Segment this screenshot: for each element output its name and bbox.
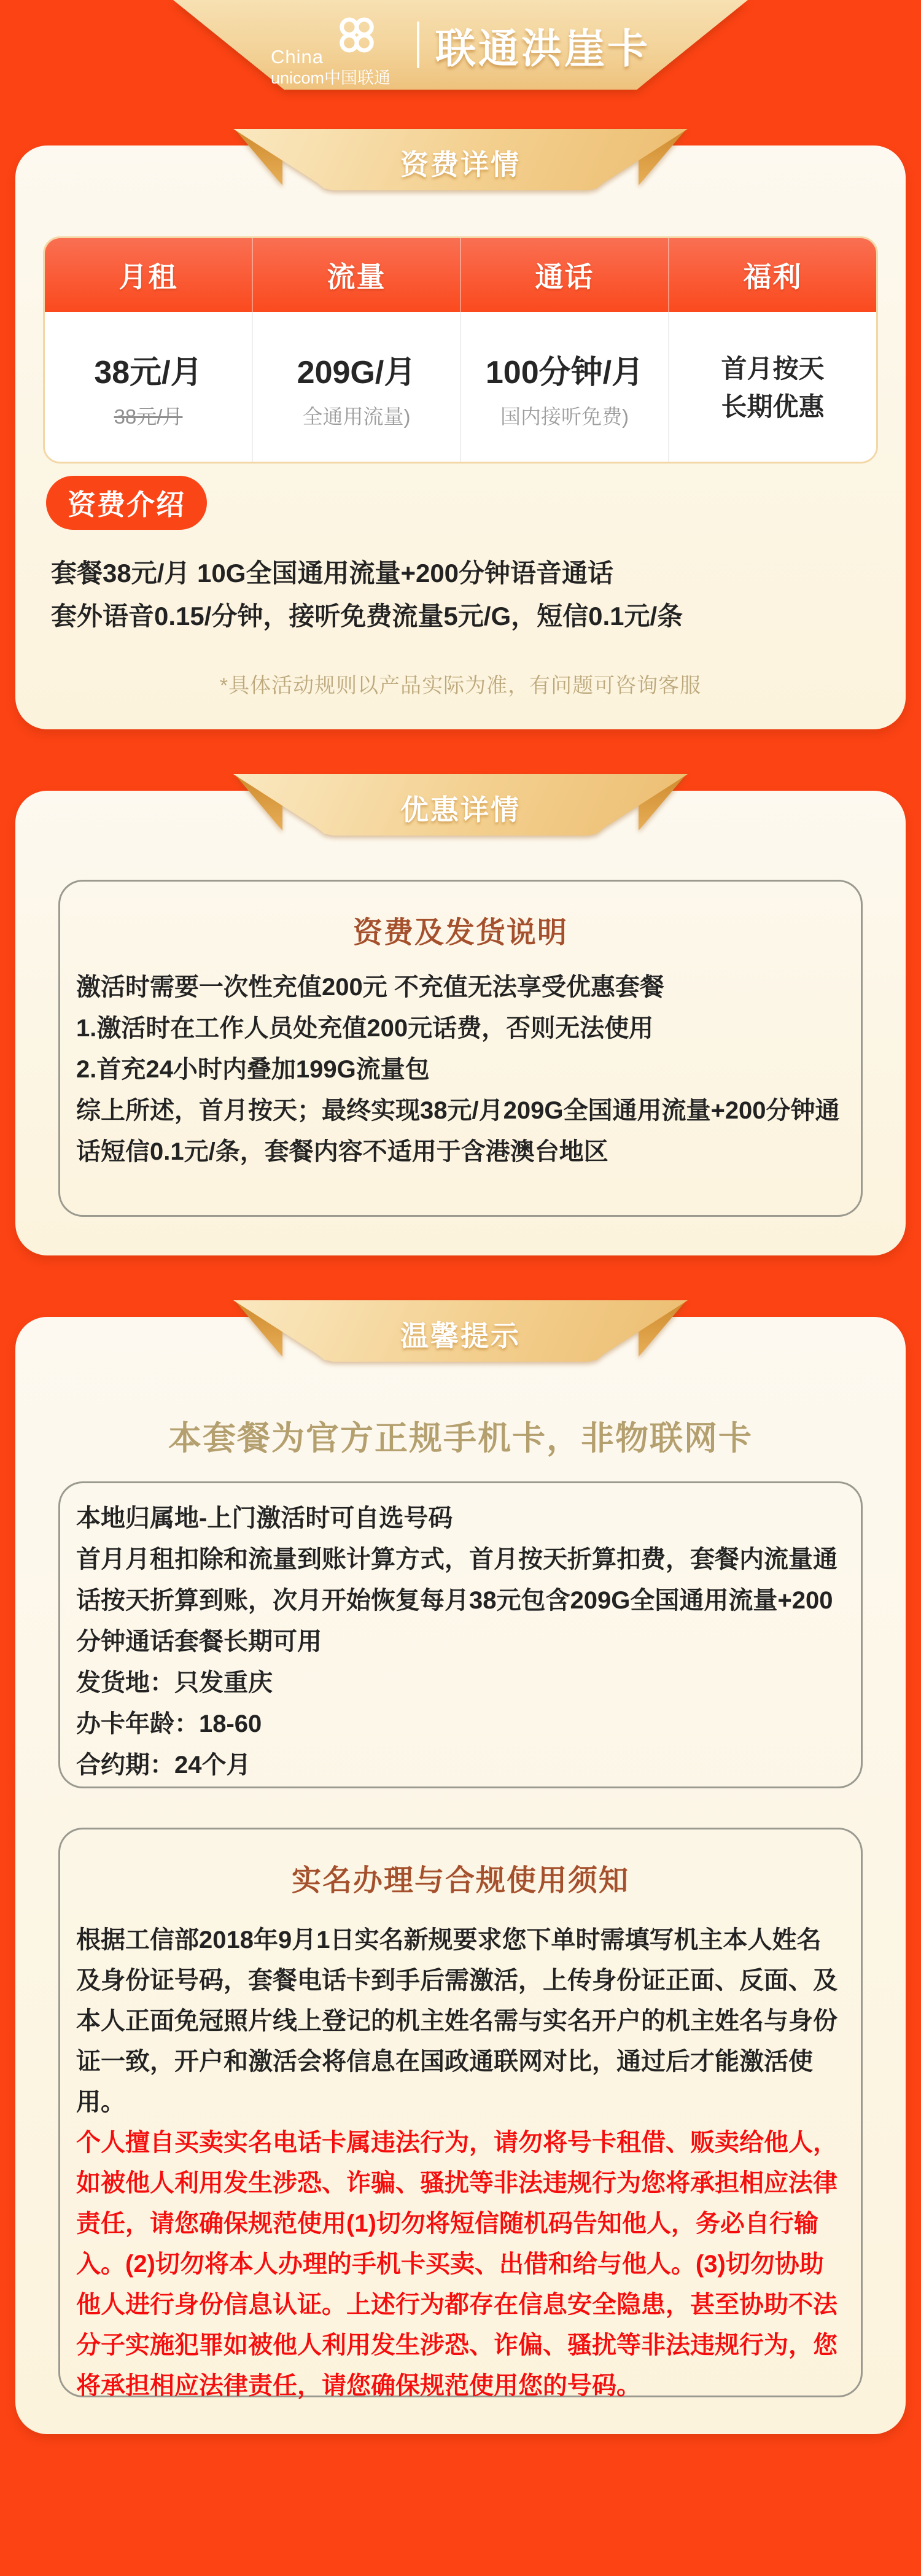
tab-plan-details — [233, 129, 688, 190]
plan-intro-badge: 资费介绍 — [46, 476, 207, 530]
plan-intro-line1: 套餐38元/月 10G全国通用流量+200分钟语音通话 — [51, 559, 614, 588]
plan-intro-line2: 套外语音0.15/分钟，接听免费流量5元/G，短信0.1元/条 — [51, 602, 683, 630]
plan-footnote: *具体活动规则以产品实际为准，有问题可咨询客服 — [219, 674, 702, 697]
plan-table — [43, 236, 878, 464]
shipping-terms-box — [58, 880, 863, 1217]
voice-note: 国内接听免费) — [500, 405, 629, 428]
col-header-monthly-fee: 月租 — [45, 238, 253, 312]
plan-table-header — [45, 238, 876, 312]
plan-details-card — [15, 145, 906, 729]
tab-promo-details-label: 优惠详情 — [400, 794, 521, 826]
realname-regulation-text: 根据工信部2018年9月1日实名新规要求您下单时需填写机主本人姓名及身份证号码，套餐电话卡到手后需激活，上传身份证正面、反面、及本人正面免冠照片线上登记的机主姓名需与实名开户的机主姓名与身份证一致，开户和激活会将信息在国政通联网对比，通过后才能激活使用。 — [76, 1926, 837, 2116]
promo-line: 2.首充24小时内叠加199G流量包 — [76, 1056, 430, 1083]
warm-tips-card — [15, 1317, 906, 2434]
benefit-line1: 首月按天 — [721, 354, 825, 383]
realname-warning-text: 个人擅自买卖实名电话卡属违法行为，请勿将号卡租借、贩卖给他人，如被他人利用发生涉恐、诈骗、骚扰等非法违规行为您将承担相应法律责任，请您确保规范使用(1)切勿将短信随机码告知他人，务必自行输入。(2)切勿将本人办理的手机卡买卖、出借和给与他人。(3)切勿协助他人进行身份信息认证。上述行为都存在信息安全隐患，甚至协助不法分子实施犯罪如被他人利用发生涉恐、诈偏、骚扰等非法违规行为，您将承担相应法律责任，请您确保规范使用您的号码。 — [76, 2129, 837, 2399]
plan-table-body — [45, 312, 876, 464]
info-line: 办卡年龄：18-60 — [76, 1710, 262, 1737]
col-header-voice: 通话 — [461, 238, 669, 312]
info-line: 合约期：24个月 — [76, 1752, 251, 1779]
tab-warm-tips — [233, 1300, 688, 1362]
data-note: 全通用流量) — [302, 405, 411, 428]
shipping-terms-title: 资费及发货说明 — [352, 917, 568, 949]
cell-voice — [461, 312, 669, 464]
logo-text-unicom: unicom中国联通 — [271, 69, 391, 87]
promo-line: 1.激活时在工作人员处充值200元话费，否则无法使用 — [76, 1015, 654, 1042]
promo-line: 综上所述，首月按天；最终实现38元/月209G全国通用流量+200分钟通话短信0.1元/条，套餐内容不适用于含港澳台地区 — [76, 1097, 840, 1165]
voice-value: 100分钟/月 — [485, 354, 644, 390]
china-unicom-logo — [271, 10, 401, 87]
logo-text-china: China — [271, 46, 324, 68]
plan-intro-text — [51, 552, 870, 638]
unicom-knot-icon — [327, 12, 386, 58]
info-line: 本地归属地-上门激活时可自选号码 — [76, 1505, 453, 1532]
official-card-headline: 本套餐为官方正规手机卡，非物联网卡 — [168, 1420, 753, 1457]
cell-benefit — [669, 312, 876, 464]
cell-data — [253, 312, 461, 464]
col-header-benefit: 福利 — [743, 261, 802, 293]
card-info-lines — [60, 1498, 861, 1786]
card-info-box — [58, 1481, 863, 1788]
tab-warm-tips-label: 温馨提示 — [400, 1320, 521, 1352]
promo-line: 激活时需要一次性充值200元 不充值无法享受优惠套餐 — [76, 974, 664, 1001]
cell-monthly-fee — [45, 312, 253, 464]
header-banner — [173, 0, 748, 90]
monthly-fee-original: 38元/月 — [114, 405, 183, 428]
promo-details-card — [15, 791, 906, 1255]
page-title: 联通洪崖卡 — [435, 25, 650, 71]
tab-promo-details — [233, 774, 688, 836]
header-divider — [417, 21, 419, 68]
benefit-line2: 长期优惠 — [721, 392, 825, 421]
tab-plan-details-label: 资费详情 — [400, 149, 521, 180]
realname-compliance-title: 实名办理与合规使用须知 — [291, 1864, 629, 1897]
realname-compliance-box — [58, 1828, 863, 2397]
data-value: 209G/月 — [297, 354, 416, 390]
info-line: 发货地：只发重庆 — [76, 1669, 273, 1696]
info-line: 首月月租扣除和流量到账计算方式，首月按天折算扣费，套餐内流量通话按天折算到账，次月开始恢复每月38元包含209G全国通用流量+200分钟通话套餐长期可用 — [76, 1546, 837, 1655]
col-header-data: 流量 — [253, 238, 461, 312]
monthly-fee-value: 38元/月 — [94, 354, 203, 390]
shipping-terms-lines — [60, 967, 861, 1173]
